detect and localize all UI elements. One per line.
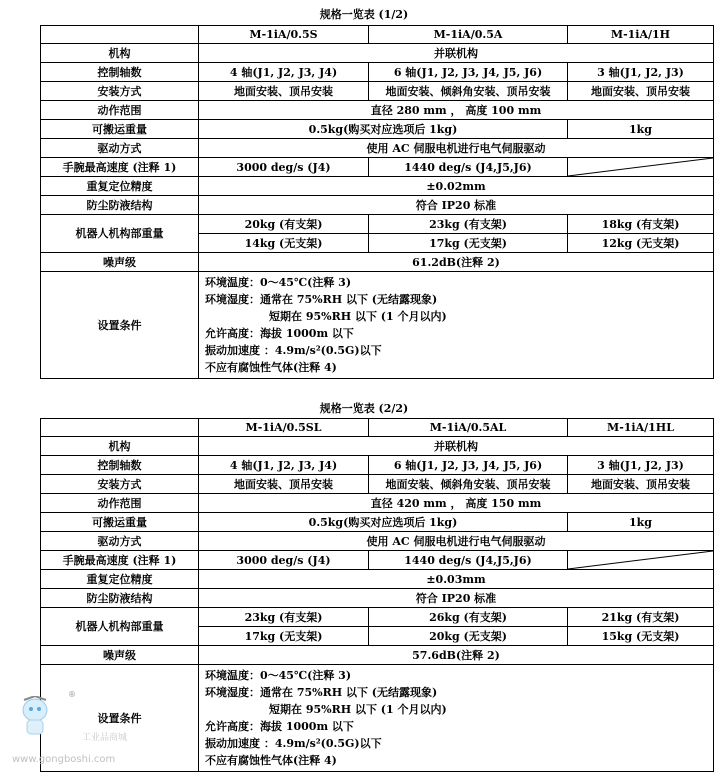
conditions-cell xyxy=(199,272,714,379)
table2-title: 规格一览表 (2/2) xyxy=(319,402,409,415)
diagonal-slash-cell xyxy=(568,551,714,570)
cell-value: 61.2dB(注释 2) xyxy=(199,253,714,272)
table-row xyxy=(41,419,714,437)
cell-value: 17kg (无支架) xyxy=(369,234,568,253)
cell-value: 并联机构 xyxy=(199,44,714,63)
registered-mark: ® xyxy=(68,690,76,699)
row-label: 机构 xyxy=(41,44,199,63)
cell-value: 地面安装、顶吊安装 xyxy=(568,82,714,101)
cell-value: 1440 deg/s (J4,J5,J6) xyxy=(369,551,568,570)
row-label: 动作范围 xyxy=(41,494,199,513)
table-row xyxy=(41,101,714,120)
cell-value: 14kg (无支架) xyxy=(199,234,369,253)
diagonal-slash-cell xyxy=(568,158,714,177)
cell-value: 20kg (有支架) xyxy=(199,215,369,234)
cell-value: 4 轴(J1, J2, J3, J4) xyxy=(199,456,369,475)
condition-line: 环境湿度：通常在 75%RH 以下 (无结露现象) xyxy=(205,686,438,699)
model-header: M-1iA/0.5A xyxy=(369,26,568,44)
condition-line: 环境温度：0～45℃(注释 3) xyxy=(205,669,352,682)
cell-value: 23kg (有支架) xyxy=(199,608,369,627)
conditions-cell xyxy=(199,665,714,772)
cell-value: 使用 AC 伺服电机进行电气伺服驱动 xyxy=(199,139,714,158)
cell-value: ±0.03mm xyxy=(199,570,714,589)
table-row xyxy=(41,494,714,513)
cell-value: 使用 AC 伺服电机进行电气伺服驱动 xyxy=(199,532,714,551)
cell-value: ±0.02mm xyxy=(199,177,714,196)
table-row xyxy=(41,26,714,44)
row-label: 可搬运重量 xyxy=(41,120,199,139)
table-row xyxy=(41,63,714,82)
cell-value: 15kg (无支架) xyxy=(568,627,714,646)
watermark-brand: 工业品商城 xyxy=(82,733,128,743)
row-label: 可搬运重量 xyxy=(41,513,199,532)
watermark-url: www.gongboshi.com xyxy=(12,754,116,765)
model-header: M-1iA/0.5AL xyxy=(369,419,568,437)
condition-line: 振动加速度 ：4.9m/s²(0.5G)以下 xyxy=(205,737,382,750)
table-row xyxy=(41,177,714,196)
cell-value: 3 轴(J1, J2, J3) xyxy=(568,456,714,475)
table-row xyxy=(41,158,714,177)
row-label: 手腕最高速度 (注释 1) xyxy=(41,158,199,177)
row-label: 机器人机构部重量 xyxy=(41,608,199,646)
table-row xyxy=(41,475,714,494)
row-label: 噪声级 xyxy=(41,253,199,272)
row-label: 噪声级 xyxy=(41,646,199,665)
row-label: 机构 xyxy=(41,437,199,456)
cell-value: 并联机构 xyxy=(199,437,714,456)
cell-value: 符合 IP20 标准 xyxy=(199,589,714,608)
condition-line: 允许高度：海拔 1000m 以下 xyxy=(205,720,354,733)
model-header: M-1iA/1H xyxy=(568,26,714,44)
cell-value: 17kg (无支架) xyxy=(199,627,369,646)
cell-value: 地面安装、顶吊安装 xyxy=(568,475,714,494)
row-label: 机器人机构部重量 xyxy=(41,215,199,253)
table-row xyxy=(41,196,714,215)
cell-value: 0.5kg(购买对应选项后 1kg) xyxy=(199,513,568,532)
cell-value: 57.6dB(注释 2) xyxy=(199,646,714,665)
cell-value: 26kg (有支架) xyxy=(369,608,568,627)
header-blank-cell xyxy=(41,26,199,44)
table-row xyxy=(41,272,714,379)
cell-value: 18kg (有支架) xyxy=(568,215,714,234)
table-row xyxy=(41,532,714,551)
condition-line: 不应有腐蚀性气体(注释 4) xyxy=(205,361,337,374)
cell-value: 符合 IP20 标准 xyxy=(199,196,714,215)
cell-value: 地面安装、倾斜角安装、顶吊安装 xyxy=(369,475,568,494)
table-row xyxy=(41,608,714,627)
condition-line: 不应有腐蚀性气体(注释 4) xyxy=(205,754,337,767)
cell-value: 23kg (有支架) xyxy=(369,215,568,234)
cell-value: 20kg (无支架) xyxy=(369,627,568,646)
condition-line: 短期在 95%RH 以下 (1 个月以内) xyxy=(269,310,447,323)
cell-value: 直径 420 mm ， 高度 150 mm xyxy=(199,494,714,513)
table-row xyxy=(41,570,714,589)
table-row xyxy=(41,437,714,456)
cell-value: 地面安装、顶吊安装 xyxy=(199,475,369,494)
cell-value: 21kg (有支架) xyxy=(568,608,714,627)
cell-value: 4 轴(J1, J2, J3, J4) xyxy=(199,63,369,82)
row-label: 安装方式 xyxy=(41,475,199,494)
cell-value: 3 轴(J1, J2, J3) xyxy=(568,63,714,82)
cell-value: 6 轴(J1, J2, J3, J4, J5, J6) xyxy=(369,456,568,475)
row-label: 安装方式 xyxy=(41,82,199,101)
row-label: 手腕最高速度 (注释 1) xyxy=(41,551,199,570)
row-label: 控制轴数 xyxy=(41,456,199,475)
table-row xyxy=(41,139,714,158)
row-label: 防尘防液结构 xyxy=(41,196,199,215)
row-label: 控制轴数 xyxy=(41,63,199,82)
condition-line: 环境湿度：通常在 75%RH 以下 (无结露现象) xyxy=(205,293,438,306)
table-row xyxy=(41,82,714,101)
model-header: M-1iA/1HL xyxy=(568,419,714,437)
cell-value: 1kg xyxy=(568,120,714,139)
cell-value: 1440 deg/s (J4,J5,J6) xyxy=(369,158,568,177)
cell-value: 6 轴(J1, J2, J3, J4, J5, J6) xyxy=(369,63,568,82)
table-row xyxy=(41,513,714,532)
table-row xyxy=(41,253,714,272)
watermark xyxy=(10,690,150,778)
table-row xyxy=(41,215,714,234)
cell-value: 地面安装、顶吊安装 xyxy=(199,82,369,101)
row-label: 设置条件 xyxy=(41,665,199,772)
condition-line: 环境温度：0～45℃(注释 3) xyxy=(205,276,352,289)
row-label: 驱动方式 xyxy=(41,139,199,158)
cell-value: 地面安装、倾斜角安装、顶吊安装 xyxy=(369,82,568,101)
row-label: 设置条件 xyxy=(41,272,199,379)
condition-line: 短期在 95%RH 以下 (1 个月以内) xyxy=(269,703,447,716)
robot-mascot-icon xyxy=(18,696,52,740)
condition-line: 振动加速度 ：4.9m/s²(0.5G)以下 xyxy=(205,344,382,357)
cell-value: 1kg xyxy=(568,513,714,532)
spec-table-1 xyxy=(40,25,714,379)
cell-value: 直径 280 mm ， 高度 100 mm xyxy=(199,101,714,120)
cell-value: 0.5kg(购买对应选项后 1kg) xyxy=(199,120,568,139)
row-label: 动作范围 xyxy=(41,101,199,120)
table-row xyxy=(41,456,714,475)
condition-line: 允许高度：海拔 1000m 以下 xyxy=(205,327,354,340)
table-row xyxy=(41,551,714,570)
table-row xyxy=(41,120,714,139)
cell-value: 12kg (无支架) xyxy=(568,234,714,253)
table1-title: 规格一览表 (1/2) xyxy=(319,8,409,21)
model-header: M-1iA/0.5SL xyxy=(199,419,369,437)
model-header: M-1iA/0.5S xyxy=(199,26,369,44)
cell-value: 3000 deg/s (J4) xyxy=(199,551,369,570)
table-row xyxy=(41,44,714,63)
table-row xyxy=(41,646,714,665)
row-label: 重复定位精度 xyxy=(41,570,199,589)
table-row xyxy=(41,589,714,608)
cell-value: 3000 deg/s (J4) xyxy=(199,158,369,177)
row-label: 重复定位精度 xyxy=(41,177,199,196)
row-label: 防尘防液结构 xyxy=(41,589,199,608)
header-blank-cell xyxy=(41,419,199,437)
row-label: 驱动方式 xyxy=(41,532,199,551)
